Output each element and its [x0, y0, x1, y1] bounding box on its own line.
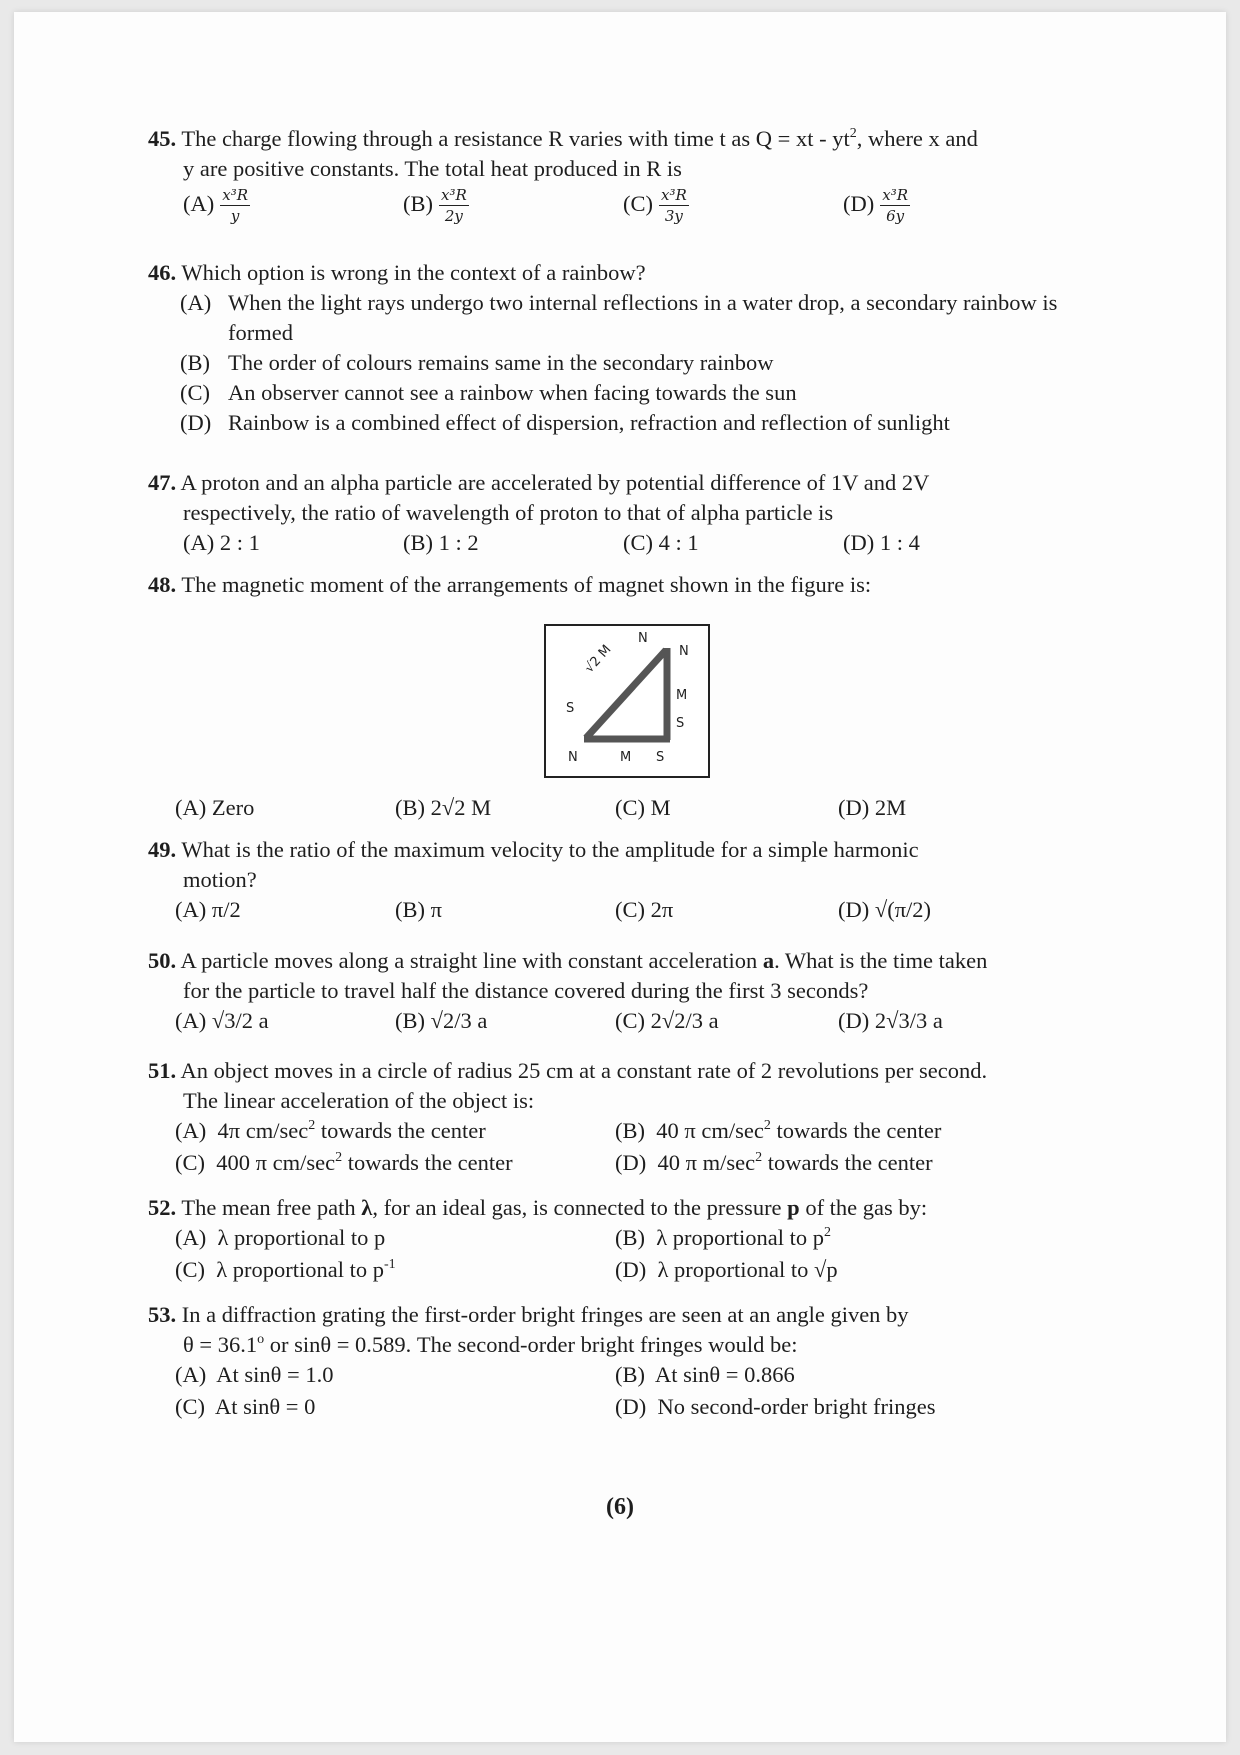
option-c: (C) 2π — [615, 897, 674, 922]
option-c: (C) λ proportional to $p^{-1}$ — [175, 1257, 396, 1282]
label-bottom-s: S — [656, 750, 665, 765]
option-c: (C) M — [615, 795, 671, 820]
option-c: (C) 4 : 1 — [623, 530, 699, 555]
question-49 — [148, 835, 1078, 927]
options-row — [148, 528, 1078, 560]
question-text: The linear acceleration of the object is: — [183, 1088, 535, 1113]
options-row — [148, 895, 1078, 927]
question-text: In a diffraction grating the first-order bright fringes are seen at an angle given by — [181, 1302, 909, 1327]
options-row — [148, 793, 1078, 825]
option-b: (B) $\frac{\text{x³R}}{2y}$ — [403, 186, 467, 225]
question-number: 46. — [148, 260, 177, 285]
question-number: 47. — [148, 470, 177, 495]
question-number: 48. — [148, 572, 177, 597]
question-text: What is the ratio of the maximum velocity to the amplitude for a simple harmonic — [181, 837, 919, 862]
option-b: (B) √2/3 a — [395, 1008, 488, 1033]
option-a: (A) At sinθ = 1.0 — [175, 1362, 334, 1387]
question-number: 49. — [148, 837, 177, 862]
question-text: . What is the time taken — [774, 948, 988, 973]
options-row — [148, 1392, 1078, 1424]
question-45 — [148, 124, 1078, 236]
option-b: (B) 1 : 2 — [403, 530, 479, 555]
question-text: The mean free path — [181, 1195, 362, 1220]
question-text: An object moves in a circle of radius 25 cm at a constant rate of 2 revolutions per second. — [180, 1058, 988, 1083]
magnet-figure — [544, 624, 710, 778]
options-row — [148, 1148, 1078, 1180]
question-text: A proton and an alpha particle are accelerated by potential difference of 1V and 2V — [180, 470, 930, 495]
question-53 — [148, 1300, 1078, 1424]
question-text: The charge flowing through a resistance R varies with time t as Q = xt - yt — [181, 126, 850, 151]
question-text: The magnetic moment of the arrangements of magnet shown in the figure is: — [181, 572, 872, 597]
option-a: (A) 4π $cm/\sec^2$ towards the center — [175, 1118, 486, 1143]
question-text: , where x and — [856, 126, 978, 151]
option-c: (C) $\frac{\text{x³R}}{3y}$ — [623, 186, 687, 225]
question-text: of the gas by: — [799, 1195, 928, 1220]
option-a: (A) π/2 — [175, 897, 241, 922]
options-row — [148, 1360, 1078, 1392]
option-d: (D) 1 : 4 — [843, 530, 920, 555]
question-text: y are positive constants. The total heat produced in R is — [183, 156, 682, 181]
superscript: 2 — [849, 126, 857, 141]
label-right-s: S — [676, 716, 685, 731]
option-a: (A) When the light rays undergo two internal reflections in a water drop, a secondary rainbow is formed — [180, 290, 1058, 345]
question-48-options — [148, 793, 1078, 825]
option-a: (A) 2 : 1 — [183, 530, 260, 555]
label-bottom-m: M — [620, 750, 632, 765]
question-number: 45. — [148, 126, 177, 151]
question-52 — [148, 1193, 1078, 1287]
option-a: (A) Zero — [175, 795, 255, 820]
option-b: (B) 2√2 M — [395, 795, 492, 820]
question-50 — [148, 946, 1078, 1038]
options-row — [148, 1223, 1078, 1255]
option-a: (A) √3/2 a — [175, 1008, 269, 1033]
question-text: for the particle to travel half the distance covered during the first 3 seconds? — [183, 978, 869, 1003]
option-b: (B) π — [395, 897, 442, 922]
bold-variable: p — [787, 1195, 800, 1220]
question-text: A particle moves along a straight line with constant acceleration — [180, 948, 763, 973]
question-number: 52. — [148, 1195, 177, 1220]
option-d: (D) No second-order bright fringes — [615, 1394, 936, 1419]
question-47 — [148, 468, 1078, 560]
bold-variable: λ — [361, 1195, 373, 1220]
option-d: (D) λ proportional to √p — [615, 1257, 838, 1282]
option-d: (D) 2√3/3 a — [838, 1008, 943, 1033]
options-row — [148, 1116, 1078, 1148]
bold-variable: a — [762, 948, 775, 973]
options-row — [148, 1255, 1078, 1287]
page-number: (6) — [606, 1494, 634, 1520]
question-number: 53. — [148, 1302, 177, 1327]
question-text: motion? — [183, 867, 257, 892]
option-a: (A) $\frac{\text{x³R}}{y}$ — [183, 186, 249, 225]
option-d: (D) 2M — [838, 795, 907, 820]
question-number: 51. — [148, 1058, 177, 1083]
option-a: (A) λ proportional to p — [175, 1225, 386, 1250]
options-row — [148, 186, 1078, 236]
label-right-n: N — [679, 644, 689, 659]
option-d: (D) Rainbow is a combined effect of dispersion, refraction and reflection of sunlight — [180, 410, 950, 435]
options-row — [148, 1006, 1078, 1038]
option-b: (B) The order of colours remains same in the secondary rainbow — [180, 350, 774, 375]
question-48 — [148, 570, 1078, 600]
option-c: (C) At sinθ = 0 — [175, 1394, 316, 1419]
question-46 — [148, 258, 1078, 438]
option-d: (D) $\frac{\text{x³R}}{6y}$ — [843, 186, 909, 225]
option-b: (B) λ proportional to $p^2$ — [615, 1225, 832, 1250]
option-c: (C) 2√2/3 a — [615, 1008, 719, 1033]
label-left-s: S — [566, 701, 575, 716]
option-c: (C) 400 π $cm/\sec^2$ towards the center — [175, 1150, 513, 1175]
label-top-n: N — [638, 631, 648, 646]
option-b: (B) 40 π $cm/\sec^2$ towards the center — [615, 1118, 942, 1143]
label-bottom-n: N — [568, 750, 578, 765]
question-text: Which option is wrong in the context of a rainbow? — [181, 260, 646, 285]
option-d: (D) 40 π $m/\sec^2$ towards the center — [615, 1150, 933, 1175]
option-d: (D) √(π/2) — [838, 897, 932, 922]
question-text: respectively, the ratio of wavelength of proton to that of alpha particle is — [183, 500, 834, 525]
option-c: (C) An observer cannot see a rainbow when facing towards the sun — [180, 380, 797, 405]
label-hypotenuse: √2 M — [582, 642, 615, 677]
question-text: $\theta = 36.1^o$ or sinθ = 0.589. The second-order bright fringes would be: — [183, 1332, 798, 1357]
question-text: , for an ideal gas, is connected to the pressure — [372, 1195, 788, 1220]
question-51 — [148, 1056, 1078, 1180]
option-b: (B) At sinθ = 0.866 — [615, 1362, 795, 1387]
label-right-m: M — [676, 688, 688, 703]
question-number: 50. — [148, 948, 177, 973]
